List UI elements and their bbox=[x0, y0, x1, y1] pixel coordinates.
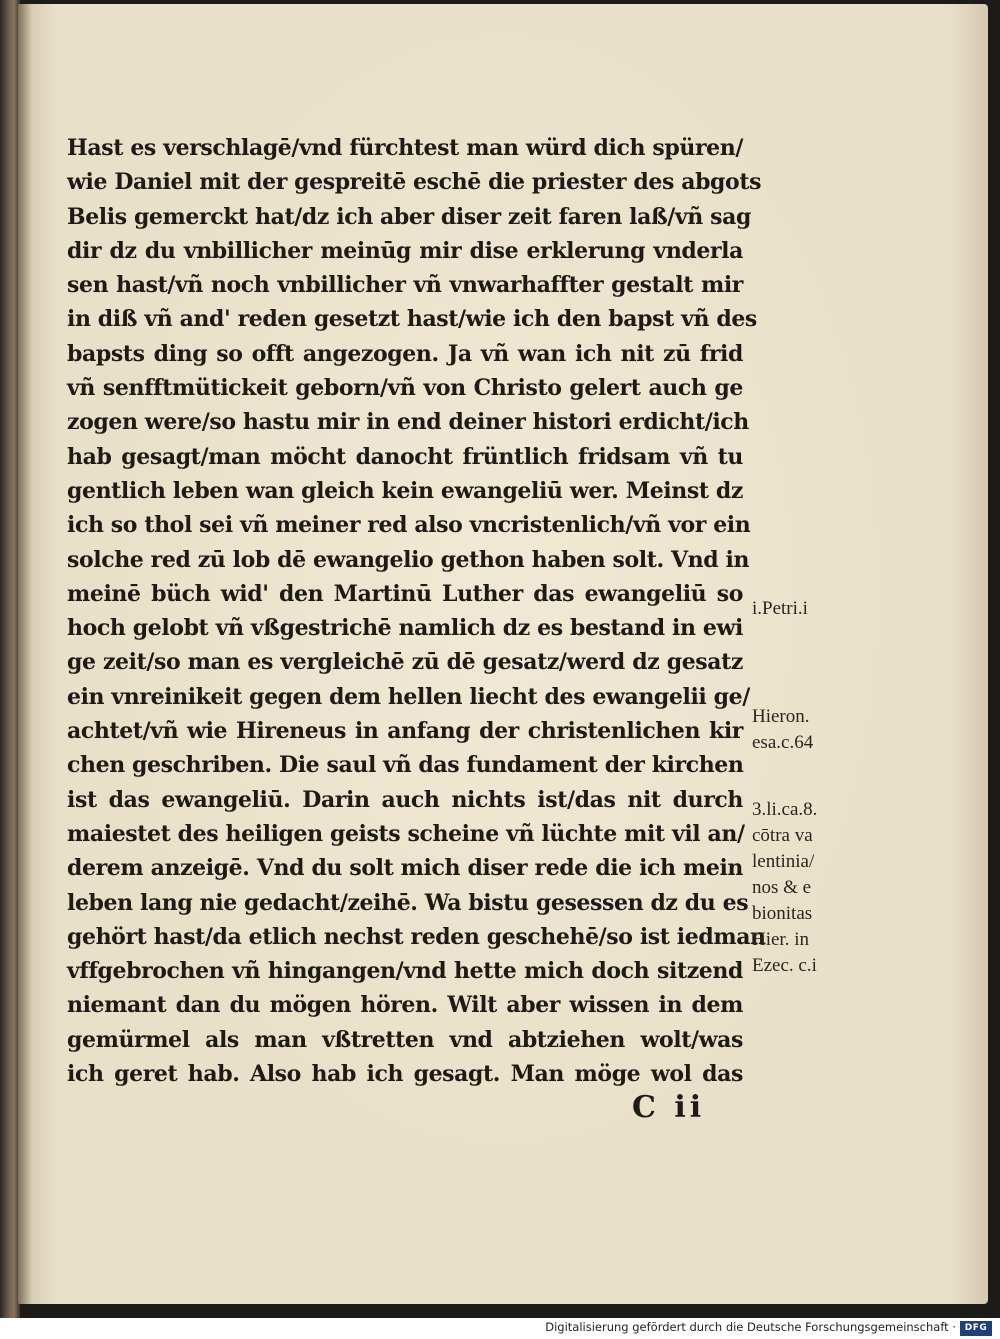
book-spine-edge bbox=[0, 0, 20, 1318]
text-line: ich so thol sei vñ meiner red also vncristenlich/vñ vor ein bbox=[67, 512, 751, 539]
margin-note-line: Hier. in bbox=[752, 929, 809, 950]
signature-mark: C ii bbox=[632, 1090, 706, 1125]
text-line: zogen were/so hastu mir in end deiner histori erdicht/ich bbox=[67, 409, 749, 436]
body-text-block bbox=[67, 131, 766, 1091]
page-gutter-shadow bbox=[18, 4, 32, 1304]
text-line: bapsts ding so offt angezogen. Ja vñ wan ich nit zū frid bbox=[67, 340, 743, 367]
text-line: ge zeit/so man es vergleichē zū dē gesatz/werd dz gesatz bbox=[67, 649, 743, 676]
margin-note-line: cōtra va bbox=[752, 825, 813, 846]
footer-credit: Digitalisierung gefördert durch die Deutsche Forschungsgemeinschaft · bbox=[545, 1320, 956, 1334]
margin-note-petri bbox=[752, 596, 862, 622]
text-line: solche red zū lob dē ewangelio gethon haben solt. Vnd in bbox=[67, 546, 750, 573]
text-line: Hast es verschlagē/vnd fürchtest man würd dich spüren/ bbox=[67, 135, 743, 161]
text-line: chen geschriben. Die saul vñ das fundament der kirchen bbox=[67, 752, 744, 779]
text-line: achtet/vñ wie Hireneus in anfang der christenlichen kir bbox=[67, 718, 743, 745]
text-line: gemürmel als man vßtretten vnd abtziehen wolt/was bbox=[67, 1026, 743, 1053]
text-line: maiestet des heiligen geists scheine vñ lüchte mit vil an/ bbox=[67, 820, 745, 847]
dfg-logo: DFG bbox=[960, 1321, 992, 1336]
margin-note-line: bionitas bbox=[752, 903, 813, 924]
margin-note-line: i.Petri.i bbox=[752, 598, 808, 619]
text-line: hab gesagt/man möcht danocht früntlich fridsam vñ tu bbox=[67, 443, 743, 470]
margin-note-hieron bbox=[752, 704, 862, 756]
text-line: vffgebrochen vñ hingangen/vnd hette mich doch sitzend bbox=[67, 958, 743, 985]
margin-note-line: Ezec. c.i bbox=[752, 955, 817, 976]
text-line: meinē büch wid' den Martinū Luther das ewangeliū so bbox=[67, 580, 743, 607]
text-line: dir dz du vnbillicher meinūg mir dise erklerung vnderla bbox=[67, 237, 743, 264]
text-line: gehört hast/da etlich nechst reden geschehē/so ist iedman bbox=[67, 923, 766, 950]
text-line: in diß vñ and' reden gesetzt hast/wie ich den bapst vñ des bbox=[67, 306, 757, 333]
margin-note-line: nos & e bbox=[752, 877, 812, 898]
margin-note-line: 3.li.ca.8. bbox=[752, 799, 818, 820]
text-line: sen hast/vñ noch vnbillicher vñ vnwarhaffter gestalt mir bbox=[67, 272, 743, 299]
text-line: gentlich leben wan gleich kein ewangeliū wer. Meinst dz bbox=[67, 477, 743, 504]
text-line: hoch gelobt vñ vßgestrichē namlich dz es bestand in ewi bbox=[67, 615, 743, 642]
text-line: derem anzeigē. Vnd du solt mich diser rede die ich mein bbox=[67, 855, 743, 882]
text-line: ein vnreinikeit gegen dem hellen liecht des ewangelii ge/ bbox=[67, 683, 750, 710]
margin-note-line: Hieron. bbox=[752, 706, 810, 727]
margin-note-irenaeus bbox=[752, 797, 862, 979]
text-line: ist das ewangeliū. Darin auch nichts ist/das nit durch bbox=[67, 786, 743, 813]
margin-note-line: esa.c.64 bbox=[752, 732, 814, 753]
text-line: vñ senfftmütickeit geborn/vñ von Christo gelert auch ge bbox=[67, 375, 743, 402]
text-line: ich geret hab. Also hab ich gesagt. Man möge wol das bbox=[67, 1061, 743, 1088]
margin-note-line: lentinia/ bbox=[752, 851, 815, 872]
text-line: niemant dan du mögen hören. Wilt aber wissen in dem bbox=[67, 992, 743, 1019]
text-line: leben lang nie gedacht/zeihē. Wa bistu gesessen dz du es bbox=[67, 889, 749, 916]
text-line: wie Daniel mit der gespreitē eschē die priester des abgots bbox=[67, 169, 762, 196]
text-line: Belis gemerckt hat/dz ich aber diser zeit faren laß/vñ sag bbox=[67, 203, 751, 230]
